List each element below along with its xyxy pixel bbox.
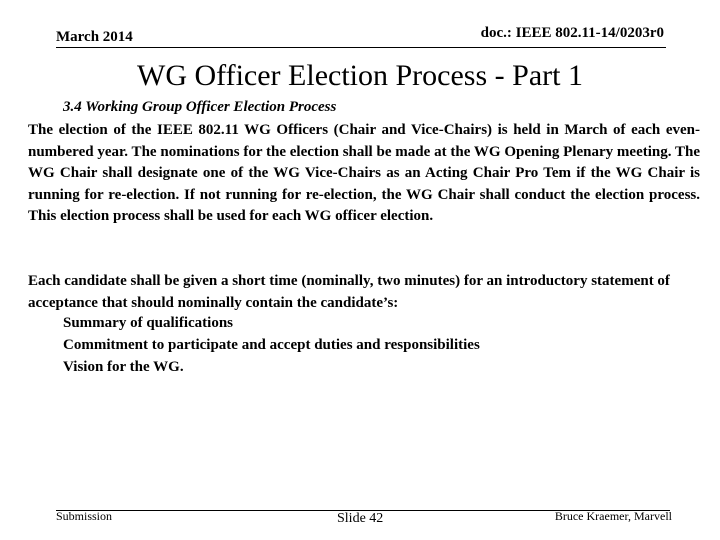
footer-slide-number: Slide 42 xyxy=(337,511,384,526)
section-heading: 3.4 Working Group Officer Election Process xyxy=(63,99,337,115)
header-date: March 2014 xyxy=(56,29,133,45)
footer-submission: Submission xyxy=(56,509,113,523)
header-doc-id: doc.: IEEE 802.11-14/0203r0 xyxy=(480,25,664,41)
sub-item-qualifications: Summary of qualifications xyxy=(63,315,234,331)
slide-title: WG Officer Election Process - Part 1 xyxy=(137,59,583,92)
election-paragraph: The election of the IEEE 802.11 WG Officers (Chair and Vice-Chairs) is held in March of each even-numbered year. The nominations for the election shall be made at the WG Opening Plenary meeting. The WG Chair shall designate one of the WG Vice-Chairs as an Acting Chair Pro Tem if the WG Chair is running for re-election. If not running for re-election, the WG Chair shall conduct the election process. This election process shall be used for each WG officer election. xyxy=(28,122,700,225)
footer-author: Bruce Kraemer, Marvell xyxy=(554,509,672,523)
sub-item-commitment: Commitment to participate and accept duties and responsibilities xyxy=(63,337,480,353)
header-divider xyxy=(56,47,666,48)
sub-item-vision: Vision for the WG. xyxy=(63,359,184,375)
candidate-paragraph: Each candidate shall be given a short time (nominally, two minutes) for an introductory statement of acceptance that should nominally contain the candidate’s: xyxy=(28,273,670,311)
